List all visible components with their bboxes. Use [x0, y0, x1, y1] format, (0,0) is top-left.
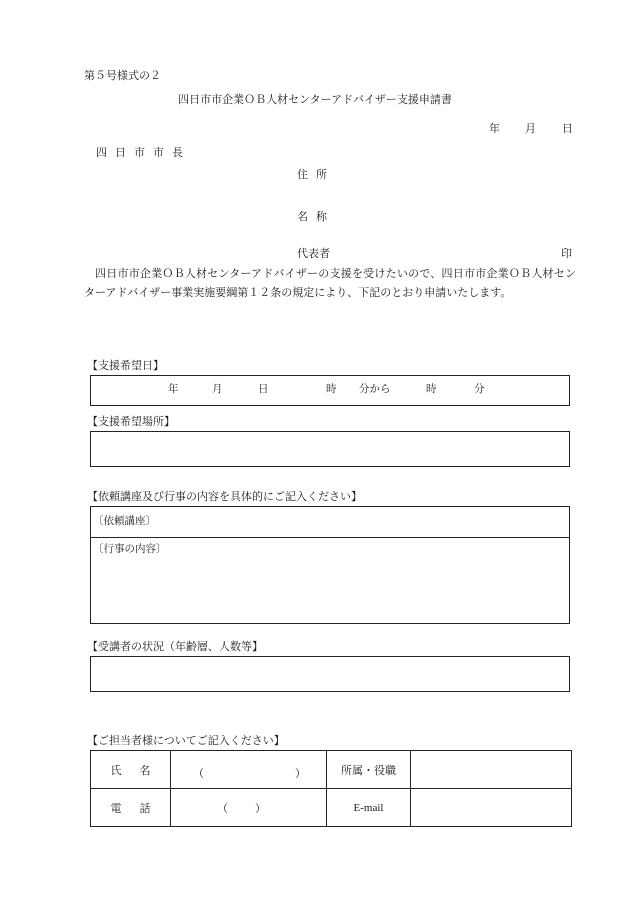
- date-year-label: 年: [489, 122, 500, 135]
- seal-label: 印: [561, 247, 572, 260]
- form-number: 第５号様式の２: [84, 69, 161, 82]
- contact-dept-field[interactable]: [411, 751, 572, 789]
- contact-name-label: 氏名: [91, 751, 171, 789]
- desired-place-field[interactable]: [90, 431, 570, 467]
- document-title: 四日市市企業ＯＢ人材センターアドバイザー支援申請書: [178, 93, 452, 106]
- contact-table: [90, 750, 572, 827]
- attendees-field[interactable]: [90, 656, 570, 692]
- section-label-content: 【依頼講座及び行事の内容を具体的にご記入ください】: [87, 490, 362, 503]
- representative-label: 代表者: [297, 247, 330, 260]
- address-label: 住所: [297, 168, 335, 181]
- addressee: 四日市市長: [96, 146, 191, 159]
- date-month-label: 月: [525, 122, 536, 135]
- contact-dept-label: 所属・役職: [327, 751, 411, 789]
- section-label-attendees: 【受講者の状況（年齢層、人数等】: [87, 640, 263, 653]
- contact-phone-field[interactable]: [171, 789, 327, 827]
- contact-name-field[interactable]: [171, 751, 327, 789]
- desired-date-year: 年: [168, 383, 179, 395]
- phone-paren-open: （: [217, 801, 228, 815]
- contact-email-field[interactable]: [411, 789, 572, 827]
- desired-date-day: 日: [258, 383, 269, 395]
- content-divider: [91, 537, 569, 538]
- name-paren-close: ）: [295, 767, 306, 780]
- date-day-label: 日: [562, 122, 573, 135]
- event-field-label: 〔行事の内容〕: [93, 543, 167, 555]
- section-label-desired-date: 【支援希望日】: [87, 359, 164, 372]
- section-label-desired-place: 【支援希望場所】: [87, 415, 175, 428]
- desired-date-month: 月: [212, 383, 223, 395]
- desired-time-minute-from: 分から: [359, 383, 391, 395]
- contact-email-label: E-mail: [327, 789, 411, 827]
- desired-time-hour-to: 時: [426, 383, 437, 395]
- section-label-contact: 【ご担当者様についてご記入ください】: [87, 734, 285, 747]
- desired-time-minute-to: 分: [474, 383, 485, 395]
- course-field-label: 〔依頼講座〕: [93, 515, 156, 527]
- name-paren-open: （: [193, 767, 204, 780]
- name-label: 名称: [297, 210, 335, 223]
- desired-time-hour-from: 時: [326, 383, 337, 395]
- phone-paren-close: ）: [255, 801, 266, 815]
- content-box: [90, 506, 570, 624]
- contact-phone-label: 電話: [91, 789, 171, 827]
- application-body-text: 四日市市企業ＯＢ人材センターアドバイザーの支援を受けたいので、四日市市企業ＯＢ人材センターアドバイザー事業実施要綱第１２条の規定により、下記のとおり申請いたします。: [84, 267, 576, 299]
